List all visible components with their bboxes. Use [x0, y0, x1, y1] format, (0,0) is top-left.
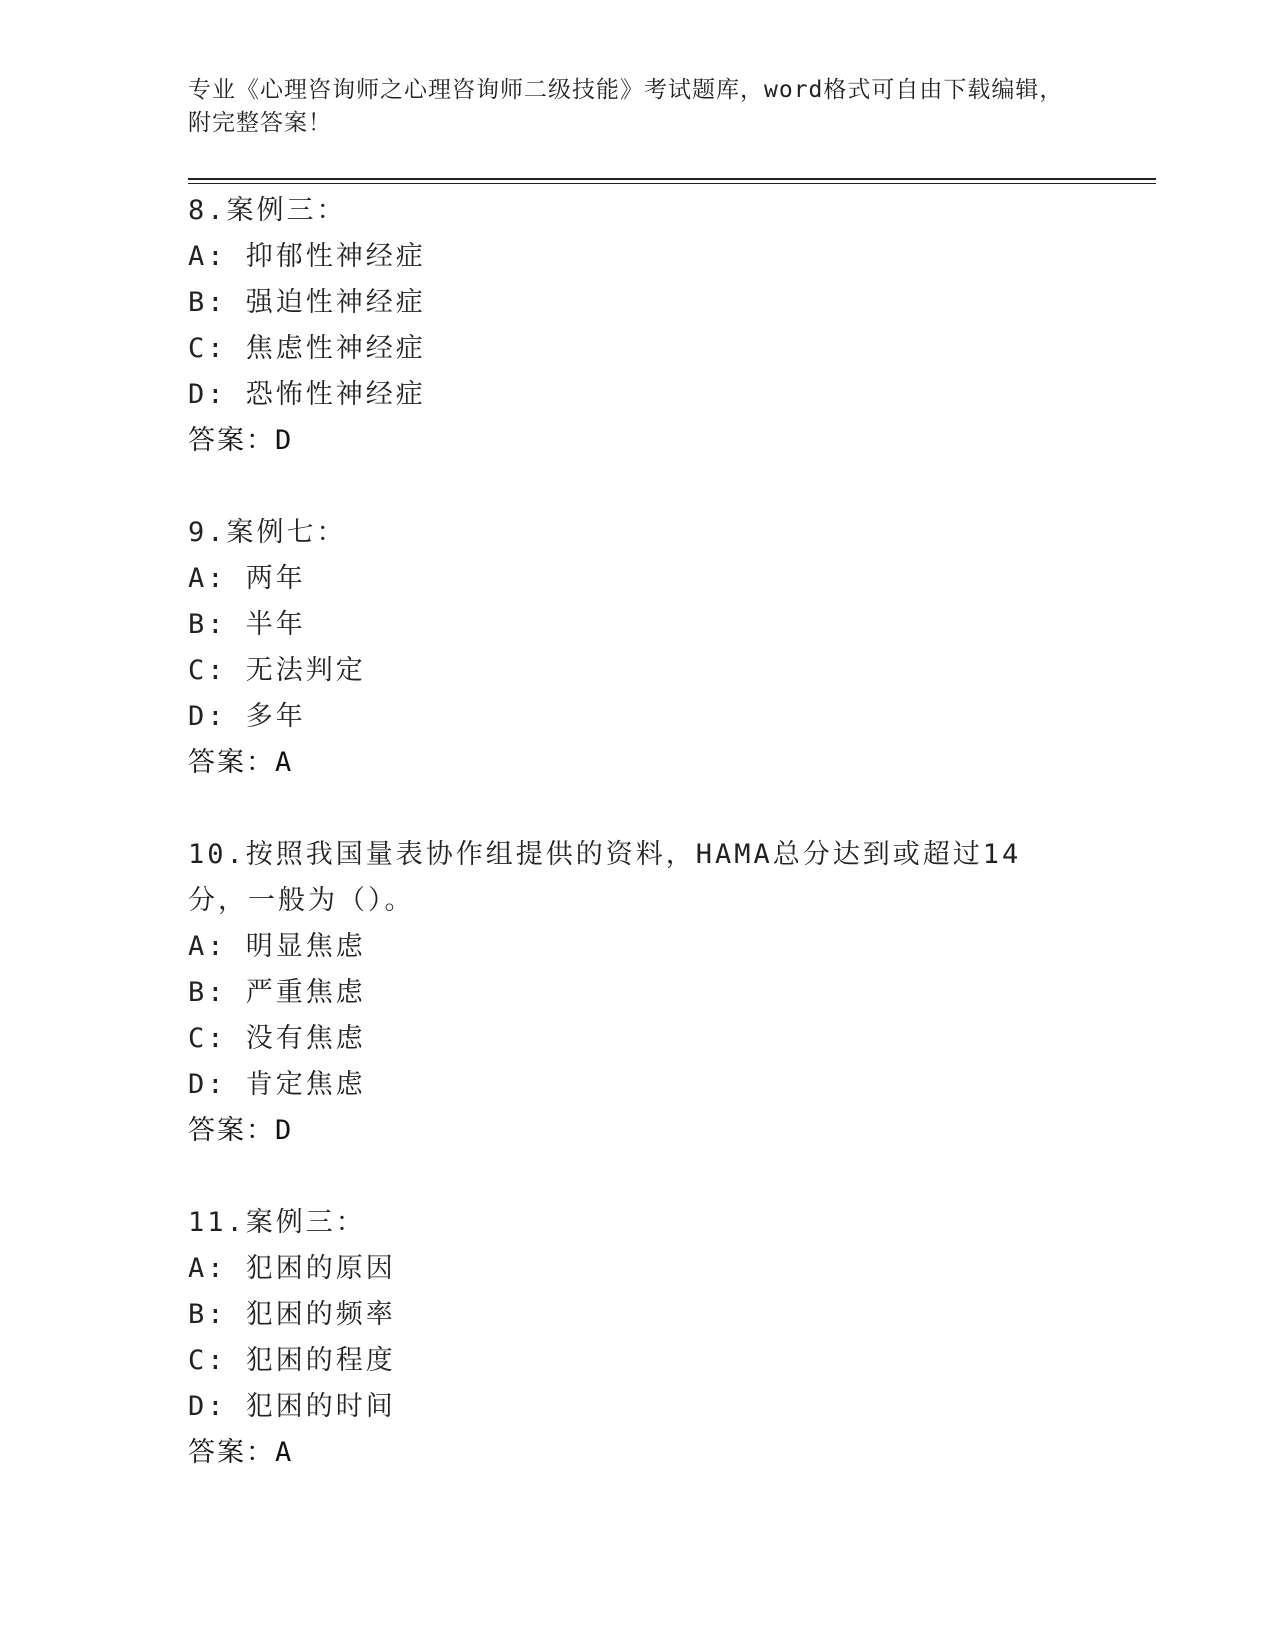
- option-letter: B:: [188, 1299, 227, 1330]
- answer-label: 答案：: [188, 425, 275, 456]
- answer-value: A: [275, 747, 294, 778]
- option-text: 犯困的程度: [245, 1345, 396, 1376]
- option-letter: A:: [188, 1253, 227, 1284]
- option-letter: A:: [188, 931, 227, 962]
- header-divider: [188, 178, 1156, 180]
- question-stem: 9.案例七：: [188, 517, 347, 548]
- option-b: [188, 1292, 1088, 1338]
- option-letter: C:: [188, 333, 227, 364]
- option-letter: C:: [188, 1023, 227, 1054]
- option-d: [188, 1062, 1088, 1108]
- answer-value: A: [275, 1437, 294, 1468]
- option-text: 抑郁性神经症: [245, 241, 426, 272]
- option-b: [188, 280, 1088, 326]
- option-letter: D:: [188, 1391, 227, 1422]
- option-c: [188, 648, 1088, 694]
- answer-line: [188, 418, 1088, 464]
- option-letter: B:: [188, 609, 227, 640]
- option-text: 焦虑性神经症: [245, 333, 426, 364]
- option-letter: A:: [188, 241, 227, 272]
- answer-line: [188, 1430, 1088, 1476]
- answer-line: [188, 1108, 1088, 1154]
- option-text: 严重焦虑: [245, 977, 366, 1008]
- option-b: [188, 970, 1088, 1016]
- option-a: [188, 556, 1088, 602]
- option-text: 恐怖性神经症: [245, 379, 426, 410]
- option-text: 犯困的原因: [245, 1253, 396, 1284]
- option-text: 多年: [245, 701, 306, 732]
- option-letter: B:: [188, 977, 227, 1008]
- option-letter: C:: [188, 655, 227, 686]
- option-letter: B:: [188, 287, 227, 318]
- answer-value: D: [275, 425, 294, 456]
- option-text: 明显焦虑: [245, 931, 366, 962]
- question-stem: 11.案例三：: [188, 1207, 366, 1238]
- option-c: [188, 326, 1088, 372]
- answer-label: 答案：: [188, 1115, 275, 1146]
- option-letter: A:: [188, 563, 227, 594]
- option-text: 两年: [245, 563, 306, 594]
- option-a: [188, 1246, 1088, 1292]
- option-letter: D:: [188, 701, 227, 732]
- option-c: [188, 1016, 1088, 1062]
- option-text: 犯困的频率: [245, 1299, 396, 1330]
- question-stem: 10.按照我国量表协作组提供的资料，HAMA总分达到或超过14分，一般为（）。: [188, 839, 1022, 916]
- document-header: 专业《心理咨询师之心理咨询师二级技能》考试题库，word格式可自由下载编辑，附完整答案！: [188, 77, 1064, 136]
- option-d: [188, 372, 1088, 418]
- option-text: 强迫性神经症: [245, 287, 426, 318]
- option-text: 无法判定: [245, 655, 366, 686]
- header-divider-thin: [188, 183, 1156, 184]
- answer-value: D: [275, 1115, 294, 1146]
- answer-label: 答案：: [188, 1437, 275, 1468]
- answer-label: 答案：: [188, 747, 275, 778]
- option-text: 半年: [245, 609, 306, 640]
- option-a: [188, 924, 1088, 970]
- question-item: [188, 1200, 1088, 1476]
- option-d: [188, 694, 1088, 740]
- answer-line: [188, 740, 1088, 786]
- option-text: 犯困的时间: [245, 1391, 396, 1422]
- question-item: [188, 832, 1088, 1154]
- option-letter: C:: [188, 1345, 227, 1376]
- question-item: [188, 510, 1088, 786]
- option-text: 肯定焦虑: [245, 1069, 366, 1100]
- question-item: [188, 188, 1088, 464]
- option-letter: D:: [188, 1069, 227, 1100]
- option-letter: D:: [188, 379, 227, 410]
- option-b: [188, 602, 1088, 648]
- option-c: [188, 1338, 1088, 1384]
- option-d: [188, 1384, 1088, 1430]
- question-stem: 8.案例三：: [188, 195, 347, 226]
- option-text: 没有焦虑: [245, 1023, 366, 1054]
- option-a: [188, 234, 1088, 280]
- question-list: [188, 188, 1088, 1522]
